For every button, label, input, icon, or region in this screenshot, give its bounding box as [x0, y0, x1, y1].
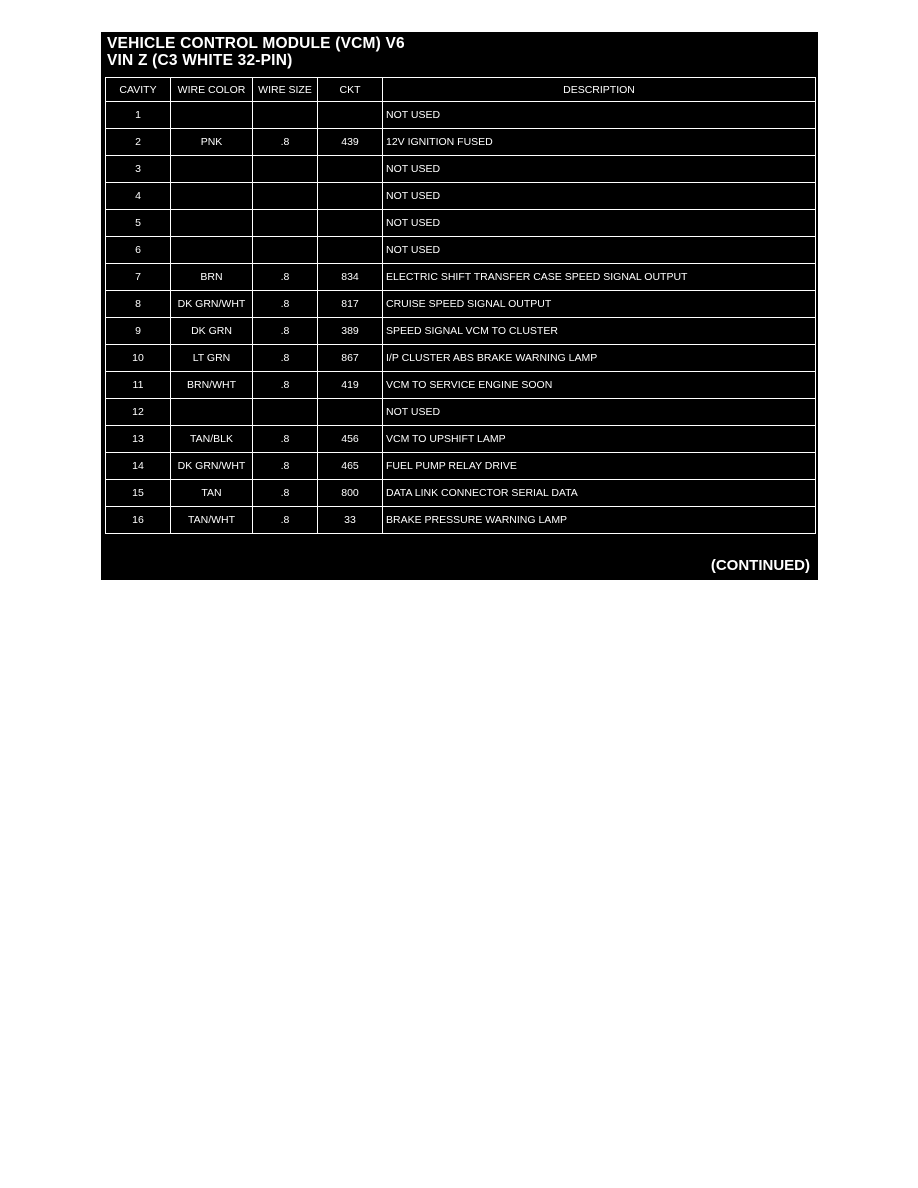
cell-cavity: 13: [106, 426, 171, 453]
cell-wire-color: [171, 156, 253, 183]
cell-description: DATA LINK CONNECTOR SERIAL DATA: [383, 480, 816, 507]
table-row: [106, 183, 816, 210]
cell-wire-size: .8: [253, 453, 318, 480]
cell-wire-color: TAN/WHT: [171, 507, 253, 534]
table-row: [106, 453, 816, 480]
cell-ckt: 817: [318, 291, 383, 318]
table-row: [106, 156, 816, 183]
cell-ckt: 834: [318, 264, 383, 291]
title-line-2: VIN Z (C3 WHITE 32-PIN): [107, 52, 293, 69]
cell-cavity: 12: [106, 399, 171, 426]
table-row: [106, 291, 816, 318]
cell-ckt: [318, 102, 383, 129]
header-wire-color: WIRE COLOR: [171, 78, 253, 102]
cell-description: VCM TO SERVICE ENGINE SOON: [383, 372, 816, 399]
cell-wire-size: [253, 183, 318, 210]
cell-ckt: 456: [318, 426, 383, 453]
cell-ckt: 439: [318, 129, 383, 156]
cell-description: NOT USED: [383, 237, 816, 264]
cell-description: NOT USED: [383, 156, 816, 183]
header-wire-size: WIRE SIZE: [253, 78, 318, 102]
cell-wire-color: PNK: [171, 129, 253, 156]
cell-cavity: 14: [106, 453, 171, 480]
cell-wire-size: .8: [253, 426, 318, 453]
table-header-row: [106, 78, 816, 102]
cell-wire-size: .8: [253, 345, 318, 372]
cell-wire-color: DK GRN: [171, 318, 253, 345]
cell-wire-size: [253, 210, 318, 237]
table-row: [106, 399, 816, 426]
cell-wire-color: BRN: [171, 264, 253, 291]
chart-title: [107, 35, 405, 69]
table-row: [106, 372, 816, 399]
cell-description: CRUISE SPEED SIGNAL OUTPUT: [383, 291, 816, 318]
cell-wire-size: [253, 102, 318, 129]
cell-cavity: 15: [106, 480, 171, 507]
cell-ckt: [318, 210, 383, 237]
cell-wire-size: [253, 399, 318, 426]
table-row: [106, 507, 816, 534]
cell-wire-color: TAN: [171, 480, 253, 507]
cell-cavity: 11: [106, 372, 171, 399]
cell-wire-color: [171, 399, 253, 426]
cell-wire-color: [171, 102, 253, 129]
cell-ckt: 465: [318, 453, 383, 480]
cell-description: NOT USED: [383, 102, 816, 129]
cell-ckt: 419: [318, 372, 383, 399]
cell-cavity: 8: [106, 291, 171, 318]
table-row: [106, 345, 816, 372]
table-row: [106, 480, 816, 507]
table-row: [106, 210, 816, 237]
cell-description: NOT USED: [383, 183, 816, 210]
cell-ckt: 33: [318, 507, 383, 534]
cell-ckt: 389: [318, 318, 383, 345]
cell-wire-color: BRN/WHT: [171, 372, 253, 399]
cell-cavity: 4: [106, 183, 171, 210]
cell-cavity: 2: [106, 129, 171, 156]
cell-wire-color: [171, 237, 253, 264]
cell-wire-size: .8: [253, 318, 318, 345]
cell-cavity: 16: [106, 507, 171, 534]
cell-wire-size: .8: [253, 507, 318, 534]
cell-ckt: [318, 183, 383, 210]
table-row: [106, 102, 816, 129]
cell-cavity: 1: [106, 102, 171, 129]
table-body: [106, 102, 816, 534]
cell-cavity: 5: [106, 210, 171, 237]
cell-description: VCM TO UPSHIFT LAMP: [383, 426, 816, 453]
cell-description: I/P CLUSTER ABS BRAKE WARNING LAMP: [383, 345, 816, 372]
cell-description: NOT USED: [383, 210, 816, 237]
cell-description: FUEL PUMP RELAY DRIVE: [383, 453, 816, 480]
table-row: [106, 318, 816, 345]
connector-chart-panel: [101, 32, 818, 580]
cell-ckt: [318, 399, 383, 426]
table-row: [106, 129, 816, 156]
cell-wire-color: [171, 183, 253, 210]
cell-wire-size: .8: [253, 264, 318, 291]
header-ckt: CKT: [318, 78, 383, 102]
cell-wire-size: [253, 237, 318, 264]
cell-description: NOT USED: [383, 399, 816, 426]
cell-wire-color: LT GRN: [171, 345, 253, 372]
continued-label: (CONTINUED): [710, 557, 810, 574]
cell-wire-size: .8: [253, 372, 318, 399]
cell-wire-size: .8: [253, 129, 318, 156]
cell-wire-color: DK GRN/WHT: [171, 453, 253, 480]
cell-ckt: 867: [318, 345, 383, 372]
cell-wire-color: TAN/BLK: [171, 426, 253, 453]
cell-description: BRAKE PRESSURE WARNING LAMP: [383, 507, 816, 534]
table-row: [106, 426, 816, 453]
cell-cavity: 7: [106, 264, 171, 291]
cell-cavity: 10: [106, 345, 171, 372]
header-description: DESCRIPTION: [383, 78, 816, 102]
cell-description: 12V IGNITION FUSED: [383, 129, 816, 156]
cell-wire-color: DK GRN/WHT: [171, 291, 253, 318]
table-row: [106, 237, 816, 264]
cell-wire-color: [171, 210, 253, 237]
cell-wire-size: .8: [253, 291, 318, 318]
cell-wire-size: .8: [253, 480, 318, 507]
cell-wire-size: [253, 156, 318, 183]
cell-description: SPEED SIGNAL VCM TO CLUSTER: [383, 318, 816, 345]
cell-cavity: 9: [106, 318, 171, 345]
cell-ckt: 800: [318, 480, 383, 507]
cell-description: ELECTRIC SHIFT TRANSFER CASE SPEED SIGNAL OUTPUT: [383, 264, 816, 291]
cell-ckt: [318, 237, 383, 264]
cell-ckt: [318, 156, 383, 183]
cell-cavity: 6: [106, 237, 171, 264]
cell-cavity: 3: [106, 156, 171, 183]
header-cavity: CAVITY: [106, 78, 171, 102]
pinout-table: [105, 77, 816, 534]
table-row: [106, 264, 816, 291]
title-line-1: VEHICLE CONTROL MODULE (VCM) V6: [107, 35, 405, 52]
